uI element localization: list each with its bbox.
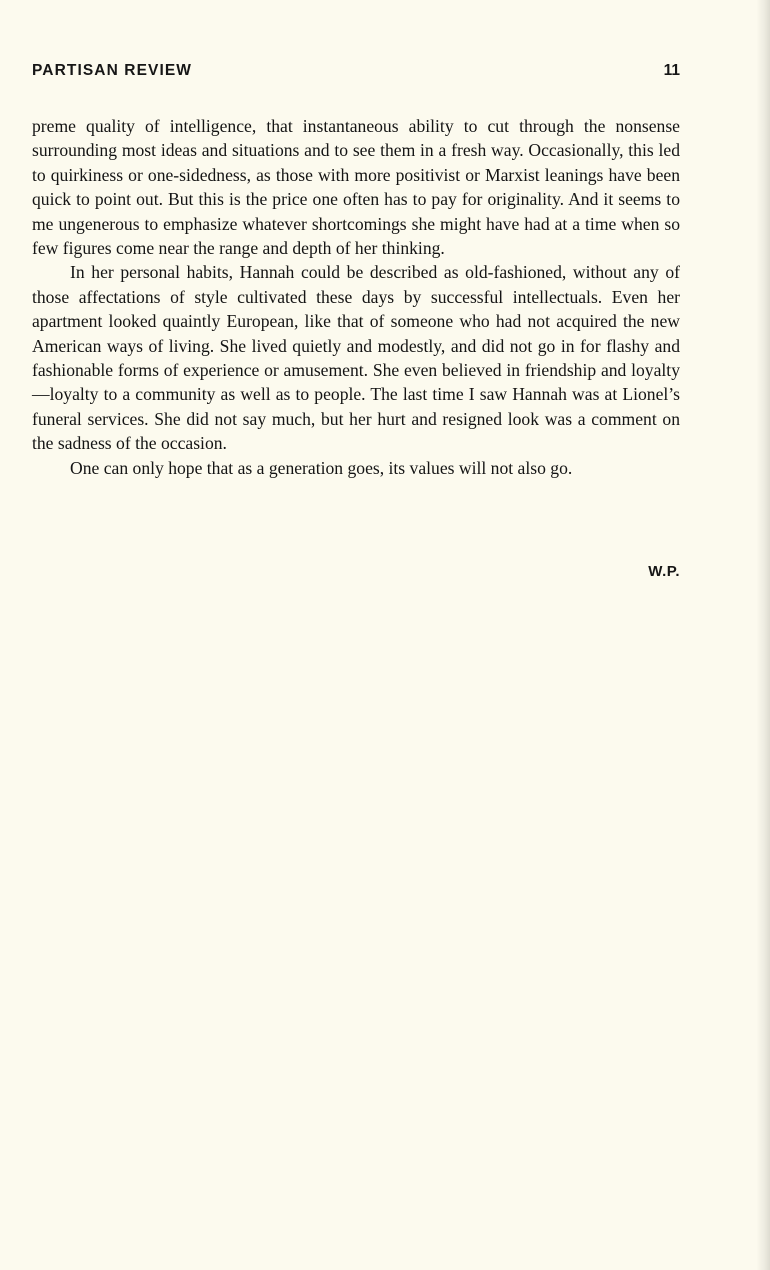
paragraph-continued: preme quality of intelligence, that instantaneous ability to cut through the nonsense surrounding most ideas and situations and to see them in a fresh way. Occasionally, this led to quirkiness or one-sidedness, as those with more positivist or Marxist leanings have been quick to point out. But this is the price one often has to pay for originality. And it seems to me ungenerous to emphasize whatever shortcomings she might have had at a time when so few figures come near the range and depth of her thinking. bbox=[32, 116, 680, 259]
running-head: PARTISAN REVIEW bbox=[32, 62, 193, 79]
paragraph-personal-habits: In her personal habits, Hannah could be described as old-fashioned, without any of those affectations of style cultivated these days by successful intellectuals. Even her apartment looked quaintly European, like that of someone who had not acquired the new American ways of living. She lived quietly and modestly, and did not go in for flashy and fashionable forms of experience or amusement. She even believed in friendship and loyalty—loyalty to a community as well as to people. The last time I saw Hannah was at Lionel’s funeral services. She did not say much, but her hurt and resigned look was a comment on the sadness of the occasion. bbox=[32, 262, 680, 454]
paragraph-closing: One can only hope that as a generation goes, its values will not also go. bbox=[70, 457, 573, 478]
page-number: 11 bbox=[663, 62, 680, 79]
author-initials: W.P. bbox=[648, 563, 680, 580]
article-body bbox=[32, 114, 680, 480]
page-edge-shadow bbox=[756, 0, 770, 1270]
